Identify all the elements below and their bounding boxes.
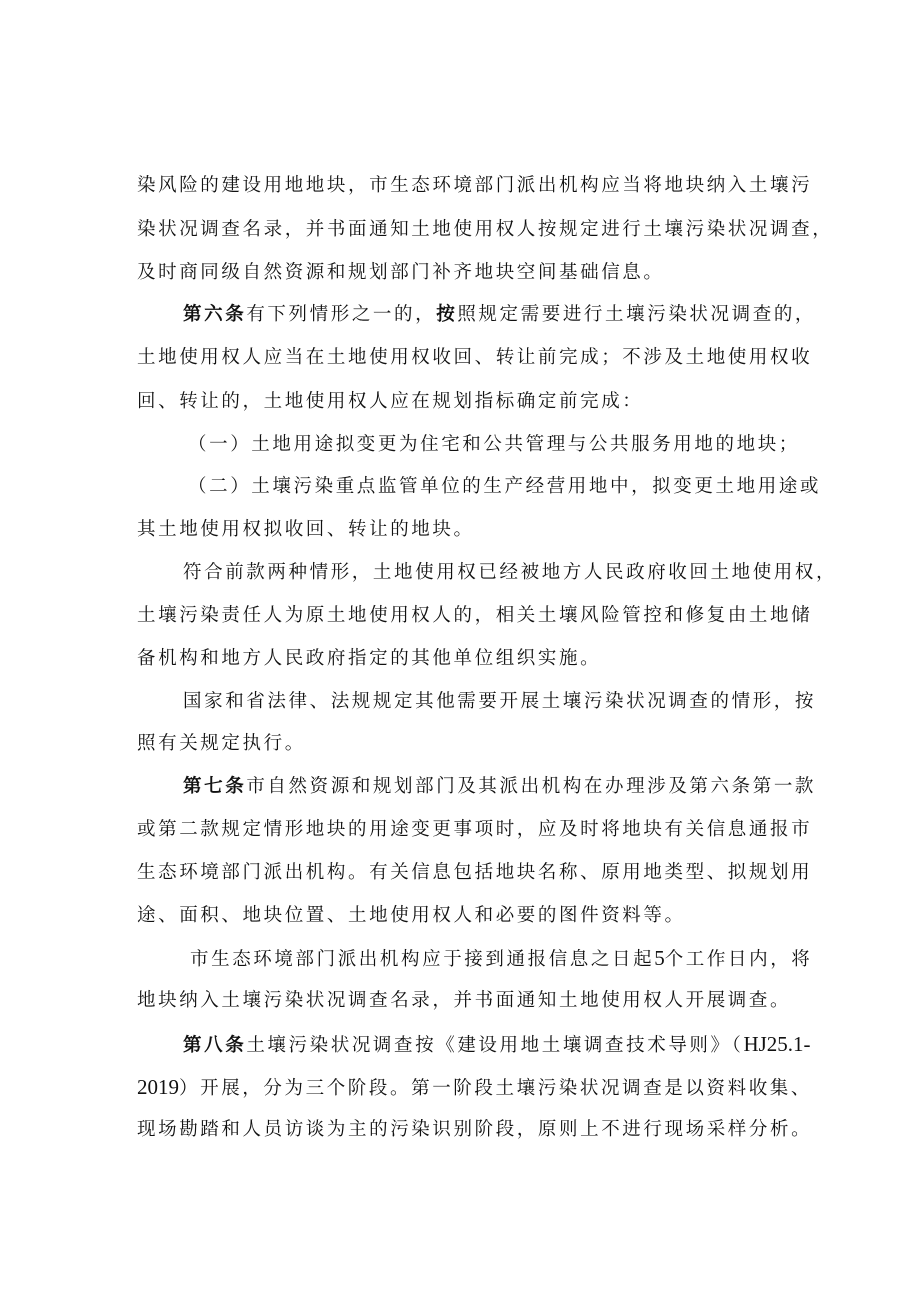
- paragraph-line: [137, 1074, 813, 1102]
- list-item: [188, 474, 848, 500]
- paragraph-line: [137, 389, 797, 415]
- standard-code: HJ25.1-: [743, 1032, 811, 1056]
- paragraph-line: [137, 517, 797, 543]
- line-text-bold: 按: [436, 304, 458, 325]
- article-6-heading: 第六条: [183, 304, 247, 325]
- line-text: 照规定需要进行土壤污染状况调查的，: [457, 304, 817, 325]
- paragraph-line: [137, 603, 813, 629]
- paragraph-line: [137, 173, 813, 199]
- line-text: 染风险的建设用地地块，市生态环境部门派出机构应当将地块纳入土壤污: [137, 175, 813, 196]
- line-text: 途、面积、地块位置、土地使用权人和必要的图件资料等。: [137, 905, 686, 926]
- line-text: 土壤污染责任人为原土地使用权人的，相关土壤风险管控和修复由土地储: [137, 605, 813, 626]
- list-item-text: （一）土地用途拟变更为住宅和公共管理与公共服务用地的地块；: [188, 434, 800, 455]
- paragraph-line: [137, 345, 813, 371]
- line-text: 国家和省法律、法规规定其他需要开展土壤污染状况调查的情形，按: [183, 691, 817, 712]
- paragraph-line: [137, 217, 834, 243]
- line-text: 染状况调查名录，并书面通知土地使用权人按规定进行土壤污染状况调查，: [137, 219, 834, 240]
- line-text: ）开展，分为三个阶段。第一阶段土壤污染状况调查是以资料收集、: [179, 1078, 813, 1099]
- line-text: 市自然资源和规划部门及其派出机构在办理涉及第六条第一款: [246, 776, 817, 797]
- line-text: 现场勘踏和人员访谈为主的污染识别阶段，原则上不进行现场采样分析。: [137, 1119, 813, 1140]
- paragraph-line: [137, 646, 797, 672]
- paragraph-line: [137, 731, 797, 757]
- number-text: 5: [654, 946, 665, 970]
- line-text: 土壤污染状况调查按《建设用地土壤调查技术导则》（: [246, 1035, 744, 1056]
- paragraph-line: [137, 903, 797, 929]
- standard-year: 2019: [137, 1075, 179, 1099]
- line-text: 地块纳入土壤污染状况调查名录，并书面通知土地使用权人开展调查。: [137, 990, 792, 1011]
- paragraph-line: [137, 260, 797, 286]
- paragraph-line: [137, 988, 797, 1014]
- list-item: [188, 432, 848, 458]
- article-7-line: [183, 774, 843, 800]
- paragraph-line: [190, 945, 850, 973]
- paragraph-line: [183, 689, 843, 715]
- article-7-heading: 第七条: [183, 776, 247, 797]
- line-text: 照有关规定执行。: [137, 733, 306, 754]
- article-8-line: [183, 1031, 843, 1059]
- list-item-text: （二）土壤污染重点监管单位的生产经营用地中，拟变更土地用途或: [188, 476, 822, 497]
- line-text: 备机构和地方人民政府指定的其他单位组织实施。: [137, 648, 602, 669]
- line-text: 及时商同级自然资源和规划部门补齐地块空间基础信息。: [137, 262, 665, 283]
- line-text: 或第二款规定情形地块的用途变更事项时，应及时将地块有关信息通报市: [137, 819, 813, 840]
- paragraph-line: [183, 560, 843, 586]
- paragraph-line: [137, 1117, 813, 1143]
- paragraph-line: [137, 817, 813, 843]
- line-text: 土地使用权人应当在土地使用权收回、转让前完成；不涉及土地使用权收: [137, 347, 813, 368]
- article-8-heading: 第八条: [183, 1035, 247, 1056]
- line-text: 有下列情形之一的，: [246, 304, 437, 325]
- line-text: 回、转让的，土地使用权人应在规划指标确定前完成：: [137, 391, 644, 412]
- line-text: 生态环境部门派出机构。有关信息包括地块名称、原用地类型、拟规划用: [137, 862, 813, 883]
- paragraph-line: [137, 860, 813, 886]
- line-text: 符合前款两种情形，土地使用权已经被地方人民政府收回土地使用权，: [183, 562, 838, 583]
- line-text: 市生态环境部门派出机构应于接到通报信息之日起: [190, 949, 655, 970]
- line-text: 个工作日内，将: [664, 949, 813, 970]
- article-6-line: [183, 302, 843, 328]
- line-text: 其土地使用权拟收回、转让的地块。: [137, 519, 475, 540]
